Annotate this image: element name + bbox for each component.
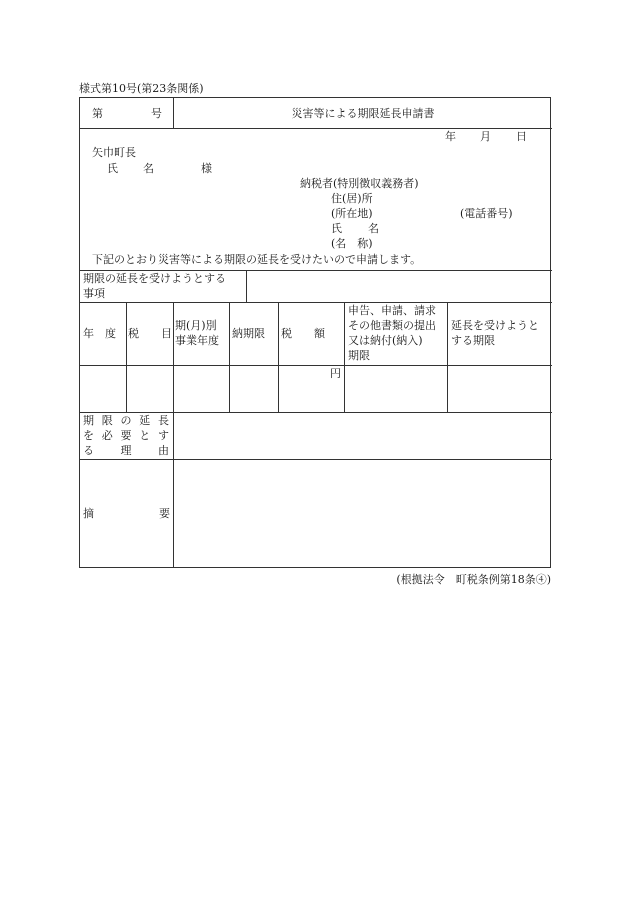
col-header-year: 年 度 — [83, 327, 116, 340]
col-header-extended-line1: 延長を受けようと — [451, 319, 539, 332]
number-suffix: 号 — [151, 107, 162, 120]
summary-label-right: 要 — [159, 507, 170, 520]
col-header-period-line2: 事業年度 — [175, 334, 219, 347]
col-header-amount: 税 額 — [281, 327, 325, 340]
col-header-filing-line3: 又は納付(納入) — [348, 334, 423, 347]
currency-unit: 円 — [330, 367, 341, 380]
date-month-label: 月 — [480, 130, 491, 143]
addressee-office: 矢巾町長 — [92, 146, 136, 159]
col-header-due-date: 納期限 — [232, 327, 265, 340]
date-year-label: 年 — [445, 130, 456, 143]
col-header-period-line1: 期(月)別 — [175, 319, 217, 332]
divider-col-filing — [447, 302, 448, 412]
number-prefix: 第 — [92, 107, 103, 120]
divider-col-period — [229, 302, 230, 412]
form-title: 災害等による期限延長申請書 — [291, 107, 435, 120]
form-number-caption: 様式第10号(第23条関係) — [79, 82, 204, 95]
summary-label-left: 摘 — [83, 507, 94, 520]
reason-label-line2: を必要とす — [83, 429, 169, 442]
applicant-phone-label: (電話番号) — [460, 207, 513, 220]
applicant-name-label-1: 氏 — [331, 222, 342, 235]
col-header-tax-item: 税 目 — [128, 327, 172, 340]
legal-basis-note: (根拠法令 町税条例第18条④) — [396, 573, 551, 586]
reason-label-line3: る理由 — [83, 444, 169, 457]
divider-col-tax-item — [173, 302, 174, 412]
addressee-name-label-1: 氏 — [107, 162, 118, 175]
addressee-name-label-2: 名 — [143, 162, 154, 175]
addressee-honorific: 様 — [201, 162, 212, 175]
divider-reason-summary-label — [173, 412, 174, 568]
applicant-name-label-2: 名 — [368, 222, 379, 235]
document-number — [92, 106, 162, 121]
applicant-address-label: 住(居)所 — [331, 192, 373, 205]
extension-request-form — [79, 97, 551, 568]
request-statement: 下記のとおり災害等による期限の延長を受けたいので申請します。 — [92, 253, 422, 266]
col-header-extended-line2: する期限 — [451, 334, 495, 347]
applicant-location-label: (所在地) — [331, 207, 373, 220]
divider-table-header — [80, 365, 552, 366]
divider-col-due-date — [278, 302, 279, 412]
divider-extension-item-value — [246, 270, 247, 302]
extension-item-label-line2: 事項 — [83, 287, 105, 300]
reason-label-line1: 期限の延長 — [83, 414, 169, 427]
col-header-filing-line1: 申告、申請、請求 — [348, 304, 436, 317]
divider-col-year — [126, 302, 127, 412]
divider-reason — [80, 459, 552, 460]
extension-item-label-line1: 期限の延長を受けようとする — [83, 272, 226, 285]
divider-extension-item — [80, 302, 552, 303]
col-header-filing-line4: 期限 — [348, 349, 370, 362]
applicant-heading: 納税者(特別徴収義務者) — [300, 177, 419, 190]
divider-col-amount — [344, 302, 345, 412]
date-day-label: 日 — [516, 130, 527, 143]
col-header-filing-line2: その他書類の提出 — [348, 319, 436, 332]
applicant-title-label: (名 称) — [331, 237, 373, 250]
